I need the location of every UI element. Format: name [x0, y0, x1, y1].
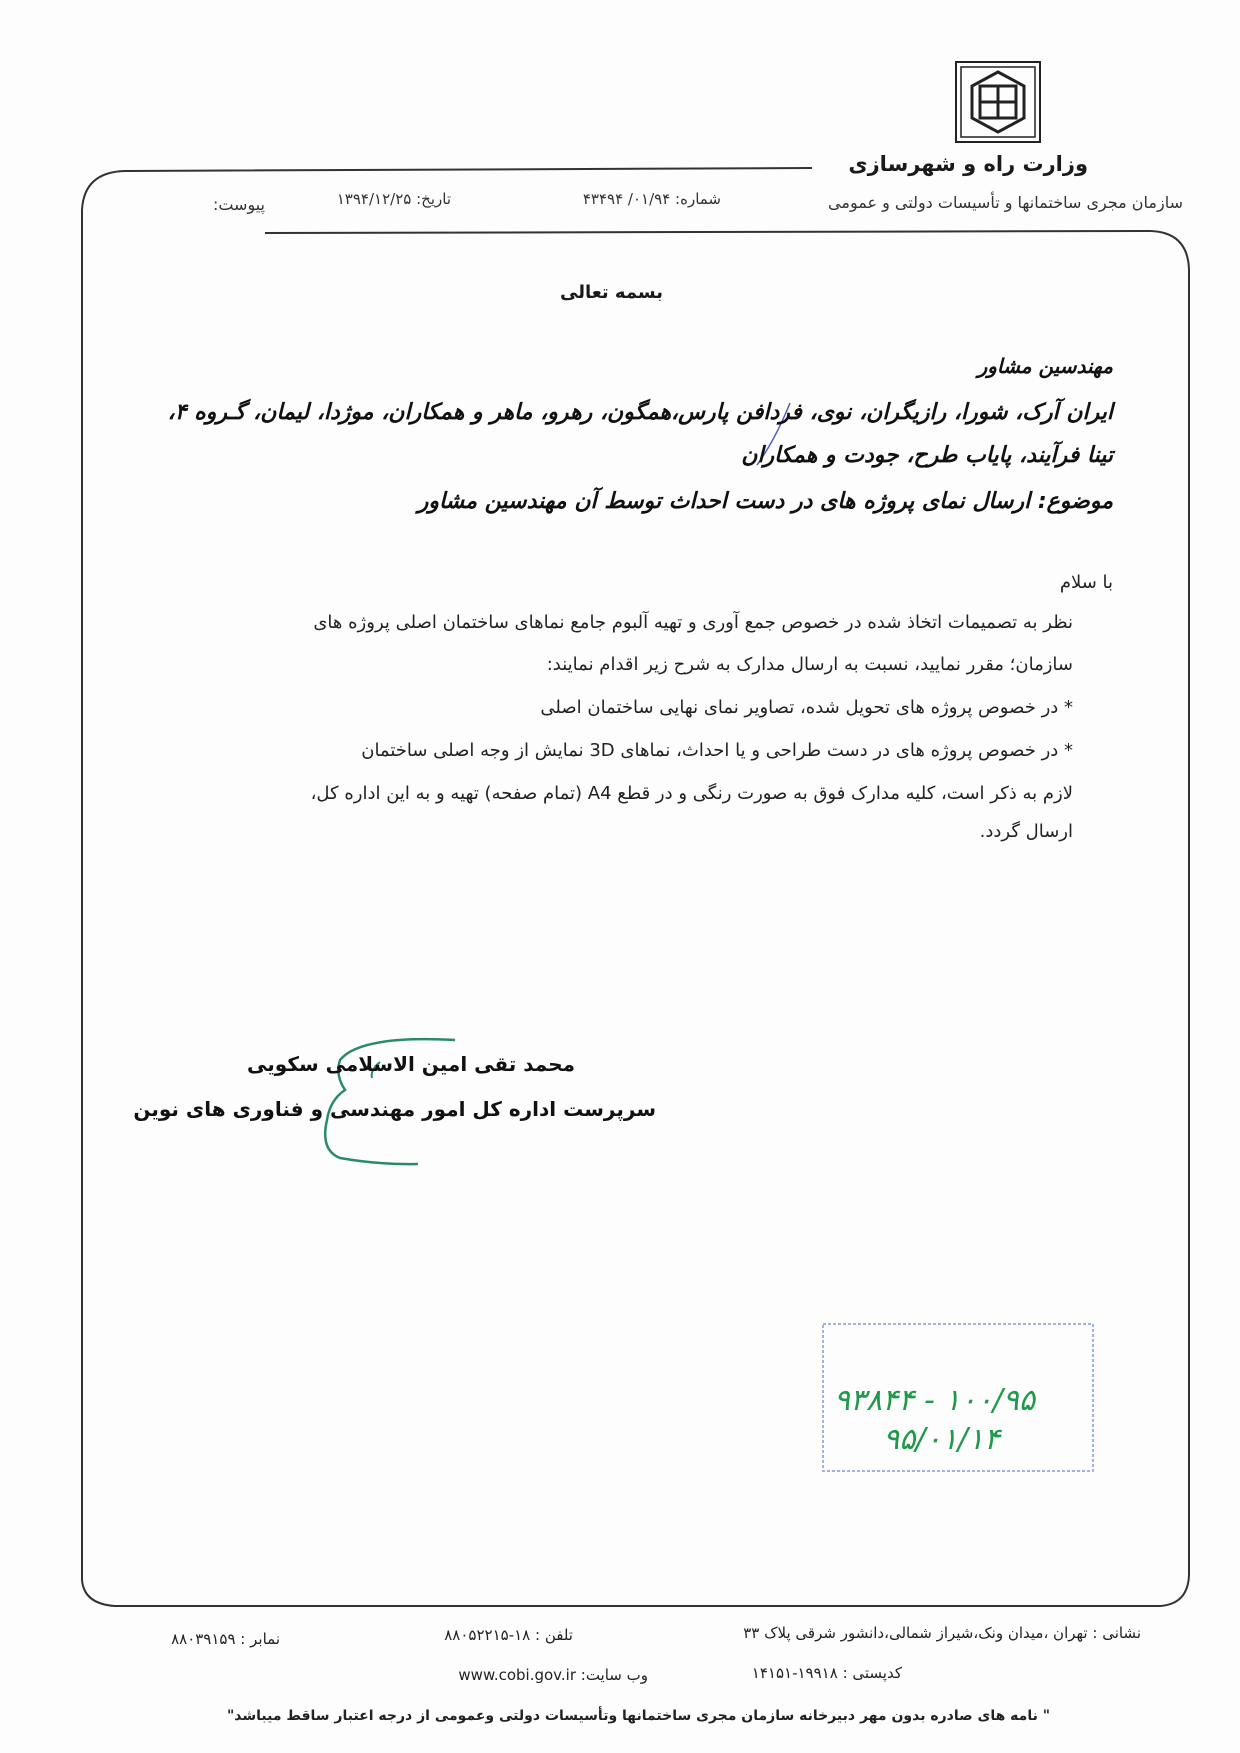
paragraph-line-1: نظر به تصمیمات اتخاذ شده در خصوص جمع آوری و تهیه آلبوم جامع نماهای ساختمان اصلی پروژه های	[313, 612, 1073, 633]
note-line-1: لازم به ذکر است، کلیه مدارک فوق به صورت رنگی و در قطع A4 (تمام صفحه) تهیه و به این اداره کل،	[310, 783, 1073, 804]
recipient-title: مهندسین مشاور	[977, 354, 1113, 378]
subject-line: موضوع: ارسال نمای پروژه های در دست احداث توسط آن مهندسین مشاور	[417, 489, 1113, 514]
footer-website[interactable]: وب سایت: www.cobi.gov.ir	[458, 1666, 648, 1684]
bullet-delivered-projects: * در خصوص پروژه های تحویل شده، تصاویر نمای نهایی ساختمان اصلی	[540, 697, 1073, 718]
note-line-2: ارسال گردد.	[979, 821, 1073, 842]
footer-address: نشانی : تهران ،میدان ونک،شیراز شمالی،دانشور شرقی پلاک ۳۳	[743, 1624, 1141, 1642]
number-value: ۰۱/۹۴/ ۴۳۴۹۴	[582, 190, 671, 208]
footer-postal-code: کدپستی : ۱۹۹۱۸-۱۴۱۵۱	[751, 1664, 902, 1682]
invocation: بسمه تعالی	[560, 282, 663, 303]
letter-date	[337, 190, 451, 208]
letter-number	[583, 190, 721, 208]
attachment-label: پیوست:	[212, 195, 265, 214]
number-label: شماره:	[675, 190, 721, 208]
footer-disclaimer: " نامه های صادره بدون مهر دبیرخانه سازمان مجری ساختمانها وتأسیسات دولتی وعمومی از درجه اعتبار ساقط میباشد"	[227, 1708, 1050, 1724]
date-value: ۱۳۹۴/۱۲/۲۵	[336, 190, 412, 208]
signatory-name: محمد تقی امین الاسلامی سکویی	[247, 1052, 575, 1076]
recipients-line-1: ایران آرک، شورا، رازیگران، نوی، فردافن پارس،همگون، رهرو، ماهر و همکاران، موژدا، لیمان، گـروه ۴،	[167, 400, 1113, 425]
signatory-title: سرپرست اداره کل امور مهندسی و فناوری های نوین	[133, 1097, 656, 1121]
stamp-registration-date: ۹۵/۰۱/۱۴	[883, 1422, 1000, 1457]
organization-name: سازمان مجری ساختمانها و تأسیسات دولتی و عمومی	[828, 193, 1183, 212]
ministry-name: وزارت راه و شهرسازی	[848, 152, 1088, 176]
greeting: با سلام	[1059, 572, 1113, 593]
footer-phone: تلفن : ۱۸-۸۸۰۵۲۲۱۵	[444, 1626, 573, 1644]
ministry-logo-icon	[956, 62, 1040, 142]
bullet-ongoing-projects: * در خصوص پروژه های در دست طراحی و یا احداث، نماهای 3D نمایش از وجه اصلی ساختمان	[361, 740, 1073, 761]
recipients-line-2: تینا فرآیند، پایاب طرح، جودت و همکاران	[741, 443, 1113, 468]
paragraph-line-2: سازمان؛ مقرر نمایید، نسبت به ارسال مدارک به شرح زیر اقدام نمایند:	[546, 654, 1073, 675]
date-label: تاریخ:	[416, 190, 451, 208]
stamp-registration-number: ۱۰۰/۹۵ - ۹۳۸۴۴	[833, 1383, 1035, 1418]
footer-fax: نمابر : ۸۸۰۳۹۱۵۹	[171, 1630, 280, 1648]
